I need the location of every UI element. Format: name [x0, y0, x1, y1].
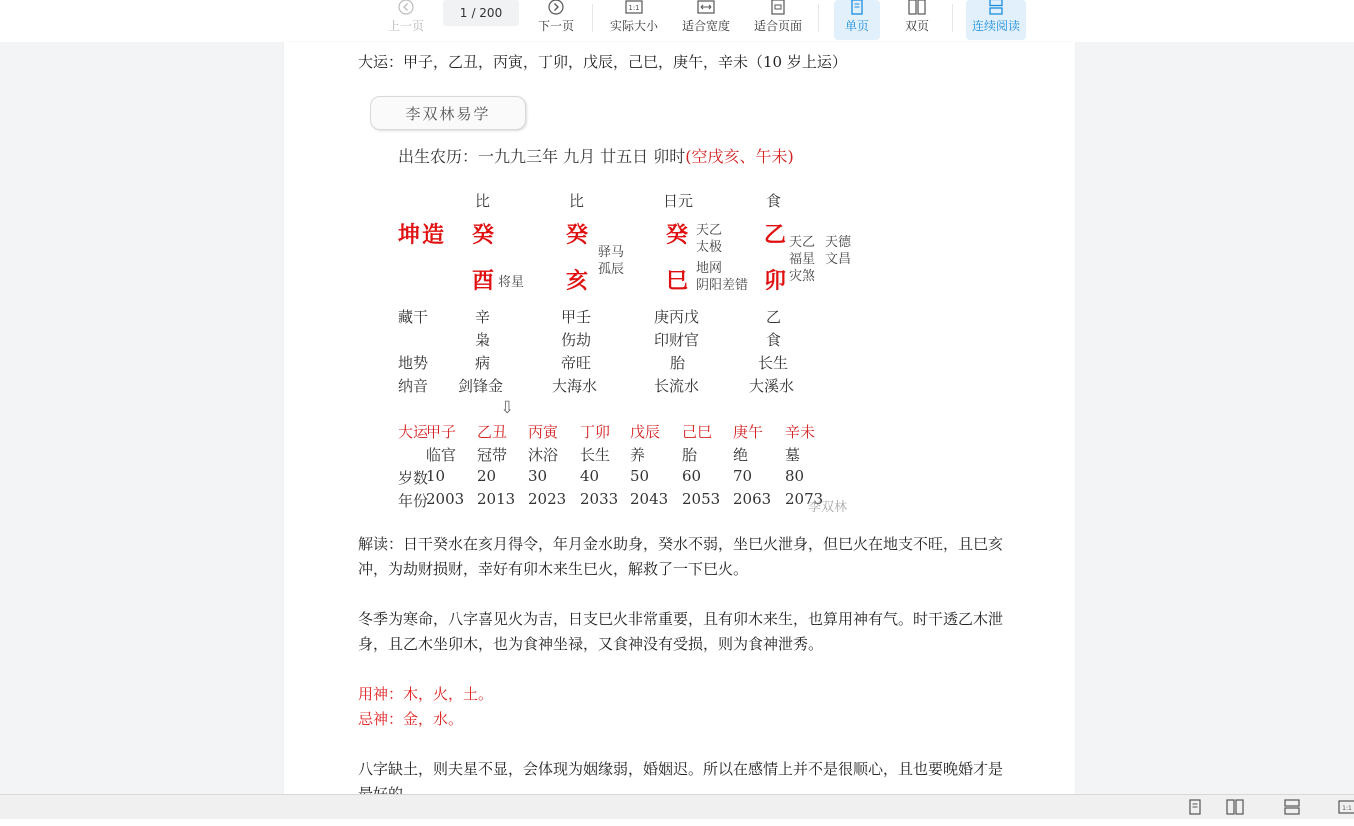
dayun-year: 2013: [477, 490, 516, 508]
dayun-age: 60: [682, 467, 702, 485]
row-label: 年份: [398, 492, 429, 510]
jishen-line: 忌神：金，水。: [358, 710, 464, 728]
dishi: 帝旺: [561, 354, 592, 372]
canggan: 甲壬: [561, 308, 592, 326]
toolbar-divider: [952, 4, 953, 32]
double-page-view-icon[interactable]: [1226, 799, 1242, 815]
dishi: 胎: [670, 354, 686, 372]
nayin: 大海水: [552, 377, 598, 395]
paragraph-marriage: 八字缺土，则夫星不显，会体现为姻缘弱，婚姻迟。所以在感情上并不是很顺心，且也要晚婚才是: [358, 760, 1004, 778]
continuous-reading-button[interactable]: [966, 0, 1026, 40]
next-page-button[interactable]: [536, 0, 576, 40]
dayun-year: 2023: [528, 490, 567, 508]
nayin: 大溪水: [749, 377, 795, 395]
bazi-chart-image: [368, 94, 888, 519]
heavenly-stem: 癸: [566, 222, 589, 248]
double-page-button[interactable]: [896, 0, 938, 40]
double-page-label: 双页: [904, 19, 929, 33]
actual-size-view-icon[interactable]: [1338, 799, 1354, 815]
canggan: 乙: [766, 308, 782, 326]
shensha: 福星: [789, 252, 816, 267]
fit-width-button[interactable]: [680, 0, 732, 40]
nayin: 长流水: [654, 377, 700, 395]
actual-size-label: 实际大小: [609, 19, 658, 33]
shensha: 地网: [696, 261, 723, 276]
kunzao-label: 坤造: [398, 222, 447, 248]
dishi: 病: [475, 354, 491, 372]
brand-stamp: 李双林易学: [370, 96, 526, 130]
svg-text:1:1: 1:1: [1342, 805, 1352, 812]
dayun-pillar: 甲子: [426, 423, 457, 441]
dayun-year: 2033: [580, 490, 619, 508]
toolbar-divider: [818, 4, 819, 32]
earthly-branch: 卯: [764, 268, 787, 294]
shensha: 孤辰: [598, 262, 625, 277]
dayun-state: 养: [630, 446, 646, 464]
nayin: 剑锋金: [458, 377, 504, 395]
dayun-pillar: 己巳: [682, 423, 713, 441]
ten-god: 日元: [663, 192, 694, 210]
dayun-pillar: 辛未: [785, 423, 816, 441]
shensha-list: [696, 222, 722, 256]
dayun-pillar: 戊辰: [630, 423, 661, 441]
dayun-state: 胎: [682, 446, 698, 464]
continuous-reading-label: 连续阅读: [971, 19, 1020, 33]
fit-page-icon: [770, 0, 786, 15]
dayun-age: 30: [528, 467, 548, 485]
dayun-state: 绝: [733, 446, 749, 464]
heavenly-stem: 癸: [472, 222, 495, 248]
shensha: 天德: [825, 235, 852, 250]
shensha-list: [789, 234, 815, 285]
dayun-age: 20: [477, 467, 497, 485]
continuous-view-icon[interactable]: [1284, 799, 1300, 815]
dayun-age: 50: [630, 467, 650, 485]
row-label: 纳音: [398, 377, 429, 395]
shensha: 阴阳差错: [696, 278, 749, 293]
single-page-view-icon[interactable]: [1187, 799, 1203, 815]
toolbar-divider: [592, 4, 593, 32]
reader-toolbar: [0, 0, 1354, 42]
dayun-age: 10: [426, 467, 446, 485]
shensha-list: [598, 244, 624, 278]
shensha: 天乙: [789, 235, 816, 250]
down-arrow-icon: ⇩: [500, 398, 515, 418]
chevron-right-icon: [548, 0, 564, 15]
paragraph-interpretation: 解读：日干癸水在亥月得令，年月金水助身，癸水不弱，坐巳火泄身，但巳火在地支不旺，且巳亥冲，为劫财损财，幸好有卯木来生巳火，解救了一下巳火。: [358, 535, 1004, 578]
row-label: 大运: [398, 423, 429, 441]
watermark: 李双林: [808, 500, 848, 515]
row-label: 藏干: [398, 308, 429, 326]
fit-page-label: 适合页面: [753, 19, 802, 33]
shensha: 文昌: [825, 252, 852, 267]
dayun-age: 80: [785, 467, 805, 485]
fit-width-icon: [697, 0, 715, 15]
dayun-year: 2053: [682, 490, 721, 508]
shensha: 灾煞: [789, 269, 816, 284]
dayun-state: 沐浴: [528, 446, 559, 464]
canggan-god: 枭: [475, 331, 491, 349]
prev-page-label: 上一页: [387, 19, 424, 33]
ten-god: 比: [475, 192, 491, 210]
dayun-pillar: 乙丑: [477, 423, 508, 441]
dayun-line: 大运：甲子，乙丑，丙寅，丁卯，戊辰，己巳，庚午，辛未（10 岁上运）: [358, 53, 847, 71]
shensha: 驿马: [598, 245, 625, 260]
continuous-reading-icon: [988, 0, 1004, 15]
document-page: [284, 42, 1075, 794]
canggan: 辛: [475, 308, 491, 326]
actual-size-icon: [625, 0, 643, 15]
fit-page-button[interactable]: [752, 0, 804, 40]
status-bar: [0, 794, 1354, 820]
prev-page-button[interactable]: [386, 0, 426, 40]
next-page-label: 下一页: [537, 19, 574, 33]
page-current[interactable]: 1: [459, 6, 468, 20]
single-page-button[interactable]: [834, 0, 880, 40]
dayun-year: 2073: [785, 490, 824, 508]
dayun-year: 2063: [733, 490, 772, 508]
dishi: 长生: [758, 354, 789, 372]
canggan-god: 印财官: [654, 331, 700, 349]
shensha: 将星: [498, 275, 525, 290]
fit-width-label: 适合宽度: [681, 19, 730, 33]
dayun-state: 墓: [785, 446, 801, 464]
chevron-left-icon: [398, 0, 414, 15]
shensha: 太极: [696, 240, 723, 255]
birth-date: 出生农历：一九九三年 九月 廿五日 卯时: [398, 147, 686, 166]
dayun-year: 2003: [426, 490, 465, 508]
single-page-label: 单页: [844, 19, 869, 33]
shensha: 天乙: [696, 223, 723, 238]
earthly-branch: 酉: [472, 268, 495, 294]
shensha-list: [825, 234, 851, 268]
heavenly-stem: 癸: [666, 222, 689, 248]
canggan-god: 食: [766, 331, 782, 349]
row-label: 岁数: [398, 469, 429, 487]
row-label: 地势: [398, 354, 429, 372]
dayun-state: 长生: [580, 446, 611, 464]
yongshen-line: 用神：木，火，土。: [358, 685, 494, 703]
dayun-age: 40: [580, 467, 600, 485]
page-total: / 200: [471, 6, 503, 20]
dayun-year: 2043: [630, 490, 669, 508]
heavenly-stem: 乙: [764, 222, 787, 248]
canggan-god: 伤劫: [561, 331, 592, 349]
page-number-box[interactable]: [443, 0, 519, 26]
dayun-pillar: 丁卯: [580, 423, 611, 441]
ten-god: 比: [569, 192, 585, 210]
birth-void: (空戌亥、午未): [685, 147, 794, 166]
canggan: 庚丙戊: [654, 308, 700, 326]
paragraph-winter: 冬季为寒命，八字喜见火为吉，日支巳火非常重要，且有卯木来生，也算用神有气。时干透乙木泄身，且乙木坐卯木，也为食神坐禄，又食神没有受损，则为食神泄秀。: [358, 610, 1004, 653]
earthly-branch: 巳: [666, 268, 689, 294]
dayun-state: 临官: [426, 446, 457, 464]
single-page-icon: [850, 0, 864, 15]
dayun-pillar: 庚午: [733, 423, 764, 441]
dayun-pillar: 丙寅: [528, 423, 559, 441]
shensha-list: [696, 260, 748, 294]
ten-god: 食: [766, 192, 782, 210]
dayun-age: 70: [733, 467, 753, 485]
bottom-edge: [0, 819, 1354, 826]
svg-text:1:1: 1:1: [628, 3, 640, 12]
double-page-icon: [908, 0, 926, 15]
actual-size-button[interactable]: [608, 0, 660, 40]
earthly-branch: 亥: [566, 268, 589, 294]
birth-info: [398, 144, 794, 167]
dayun-state: 冠带: [477, 446, 508, 464]
